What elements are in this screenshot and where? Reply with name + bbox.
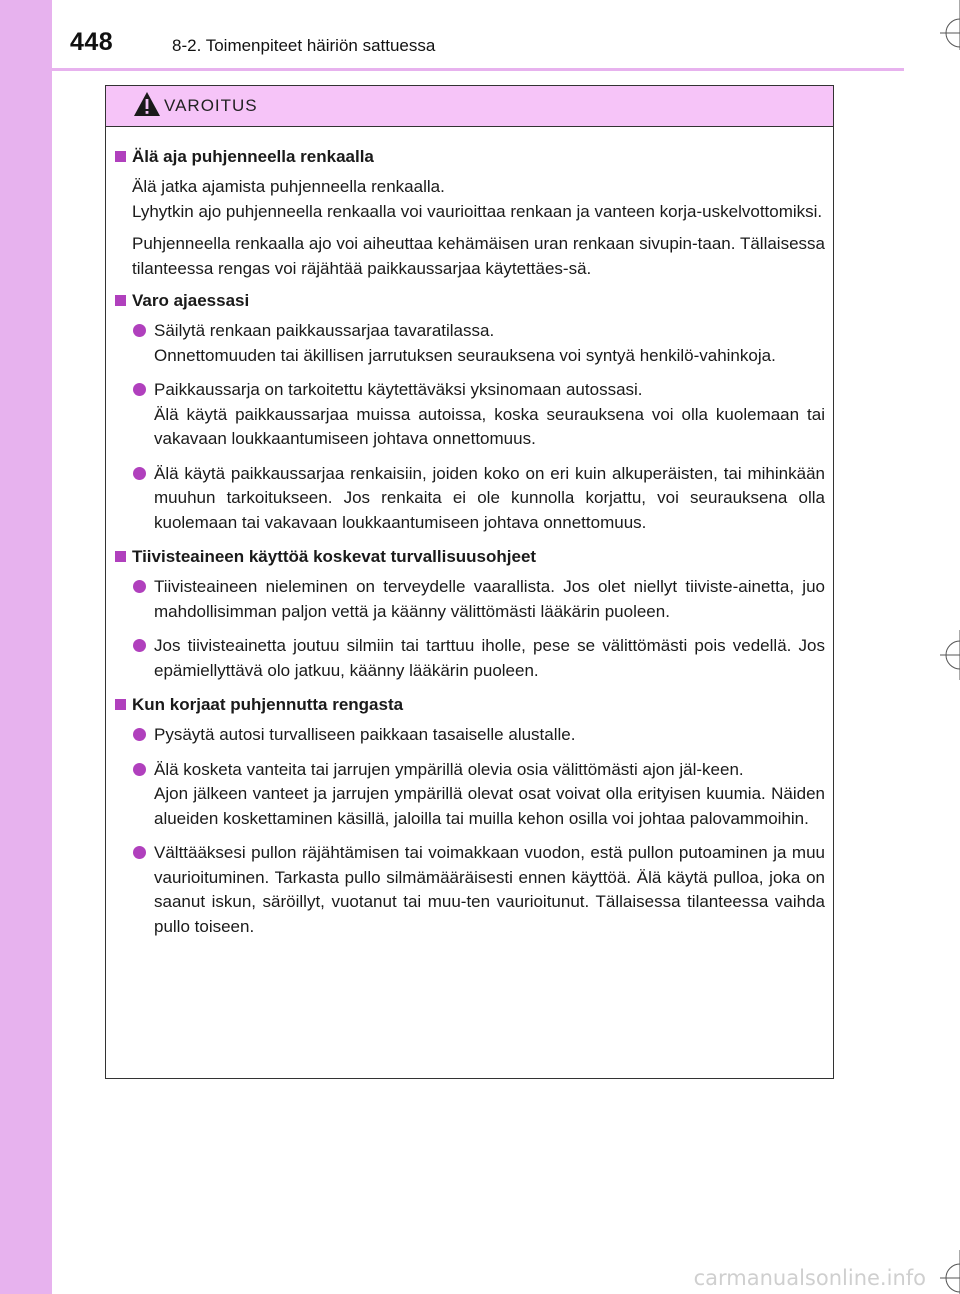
side-color-strip (0, 0, 52, 1294)
bullet-line: Säilytä renkaan paikkaussarjaa tavaratilassa. (154, 321, 495, 340)
crop-mark-bottom-right (922, 1250, 960, 1294)
section-heading-text: Älä aja puhjenneella renkaalla (132, 147, 374, 166)
square-bullet-icon (115, 551, 126, 562)
bullet-line: Älä käytä paikkaussarjaa renkaisiin, joiden koko on eri kuin alkuperäisten, tai mihinkään muuhun tarkoitukseen. Jos renkaita ei ole kunnolla korjattu, voi seurauksena olla kuolemaan tai vakavaan loukkaantumiseen johtava onnettomuus. (154, 463, 825, 532)
bullet-item (112, 378, 825, 452)
page-number: 448 (70, 28, 114, 56)
bullet-line: Ajon jälkeen vanteet ja jarrujen ympärillä olevat osat voivat olla erityisen kuumia. Näiden alueiden koskettaminen käsillä, jaloilla tai muilla kehon osilla voi johtaa palovammoihin. (154, 784, 825, 828)
square-bullet-icon (115, 295, 126, 306)
crop-mark-right-middle (922, 630, 960, 680)
round-bullet-icon (133, 383, 146, 396)
section-heading (112, 693, 825, 717)
round-bullet-icon (133, 846, 146, 859)
bullet-item (112, 575, 825, 624)
section-heading (112, 545, 825, 569)
bullet-item (112, 634, 825, 683)
warning-box (105, 85, 834, 1079)
section-heading-text: Varo ajaessasi (132, 291, 250, 310)
bullet-line: Pysäytä autosi turvalliseen paikkaan tasaiselle alustalle. (154, 725, 576, 744)
section-title: 8-2. Toimenpiteet häiriön sattuessa (172, 36, 436, 55)
section-heading-text: Kun korjaat puhjennutta rengasta (132, 695, 404, 714)
header-rule (52, 68, 904, 71)
bullet-line: Jos tiivisteainetta joutuu silmiin tai tarttuu iholle, pese se välittömästi pois vedellä. Jos epämiellyttävä olo jatkuu, käänny lääkärin puoleen. (154, 636, 825, 680)
square-bullet-icon (115, 151, 126, 162)
square-bullet-icon (115, 699, 126, 710)
section-heading (112, 145, 825, 169)
bullet-item (112, 758, 825, 832)
bullet-line: Onnettomuuden tai äkillisen jarrutuksen seurauksena voi syntyä henkilö-vahinkoja. (154, 345, 776, 365)
round-bullet-icon (133, 639, 146, 652)
paragraph (112, 232, 825, 281)
warning-body (106, 127, 833, 939)
bullet-line: Paikkaussarja on tarkoitettu käytettäväksi yksinomaan autossasi. (154, 380, 643, 399)
section-heading (112, 289, 825, 313)
bullet-line: Älä käytä paikkaussarjaa muissa autoissa, koska seurauksena voi olla kuolemaan tai vakavaan loukkaantumiseen johtava onnettomuus. (154, 404, 825, 448)
round-bullet-icon (133, 324, 146, 337)
watermark: carmanualsonline.info (693, 1266, 926, 1290)
round-bullet-icon (133, 728, 146, 741)
paragraph-line: Lyhytkin ajo puhjenneella renkaalla voi vaurioittaa renkaan ja vanteen korja-uskelvottomiksi. (132, 201, 823, 221)
round-bullet-icon (133, 763, 146, 776)
bullet-item (112, 319, 825, 368)
warning-label: VAROITUS (164, 96, 258, 115)
bullet-line: Tiivisteaineen nieleminen on terveydelle vaarallista. Jos olet niellyt tiiviste-ainetta, juo mahdollisimman paljon vettä ja käänny välittömästi lääkärin puoleen. (154, 577, 825, 621)
warning-triangle-icon (132, 90, 162, 118)
paragraph-line: Älä jatka ajamista puhjenneella renkaalla. (132, 177, 445, 196)
bullet-line: Välttääksesi pullon räjähtämisen tai voimakkaan vuodon, estä pullon putoaminen ja muu vaurioituminen. Tarkasta pullo silmämääräisesti ennen käyttöä. Älä käytä pulloa, joka on saanut iskun, säröillyt, vuotanut tai muu-ten vaurioitunut. Tällaisessa tilanteessa vaihda pullo toiseen. (154, 843, 825, 936)
bullet-item (112, 723, 825, 748)
paragraph (112, 175, 825, 224)
bullet-line: Älä kosketa vanteita tai jarrujen ympärillä olevia osia välittömästi ajon jäl-keen. (154, 759, 744, 779)
crop-mark-top-right (922, 0, 960, 50)
bullet-item (112, 841, 825, 939)
paragraph-line: Puhjenneella renkaalla ajo voi aiheuttaa kehämäisen uran renkaan sivupin-taan. Tällaisessa tilanteessa rengas voi räjähtää paikkaussarjaa käytettäes-sä. (132, 234, 825, 278)
section-heading-text: Tiivisteaineen käyttöä koskevat turvallisuusohjeet (132, 547, 537, 566)
round-bullet-icon (133, 467, 146, 480)
bullet-item (112, 462, 825, 536)
round-bullet-icon (133, 580, 146, 593)
warning-header (106, 86, 833, 127)
